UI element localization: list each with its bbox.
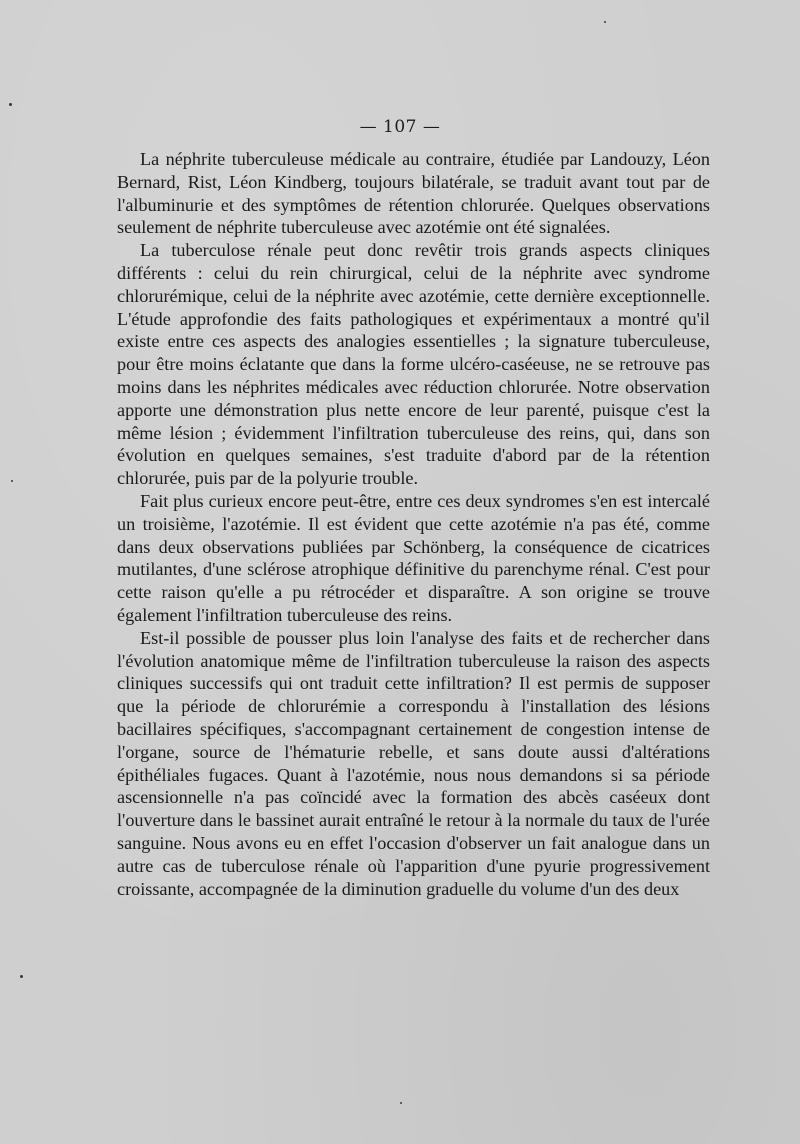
scan-speck <box>400 1102 402 1104</box>
paragraph: Est-il possible de pousser plus loin l'analyse des faits et de rechercher dans l'évolution anatomique même de l'infiltration tuberculeuse la raison des aspects cliniques successifs qui ont traduit cette infiltration? Il est permis de supposer que la période de chlorurémie a correspondu à l'installation des lésions bacillaires spécifiques, s'accompagnant certainement de congestion intense de l'organe, source de l'hématurie rebelle, et sans doute aussi d'altérations épithéliales fugaces. Quant à l'azotémie, nous nous demandons si sa période ascensionnelle n'a pas coïncidé avec la formation des abcès caséeux dont l'ouverture dans le bassinet aurait entraîné le retour à la normale du taux de l'urée sanguine. Nous avons eu en effet l'occasion d'observer un fait analogue dans un autre cas de tuberculose rénale où l'apparition d'une pyurie progressivement croissante, accompagnée de la diminution graduelle du volume d'un des deux <box>117 627 710 899</box>
paragraph: Fait plus curieux encore peut-être, entre ces deux syndromes s'en est intercalé un troisième, l'azotémie. Il est évident que cette azotémie n'a pas été, comme dans deux observations publiées par Schönberg, la conséquence de cicatrices mutilantes, d'une sclérose atrophique définitive du parenchyme rénal. C'est pour cette raison qu'elle a pu rétrocéder et disparaître. A son origine se trouve également l'infiltration tuberculeuse des reins. <box>117 490 710 625</box>
scan-speck <box>20 975 23 978</box>
paragraph: La néphrite tuberculeuse médicale au contraire, étudiée par Landouzy, Léon Bernard, Rist, Léon Kindberg, toujours bilatérale, se traduit avant tout par de l'albuminurie et des symptômes de rétention chlorurée. Quelques observations seulement de néphrite tuberculeuse avec azotémie ont été signalées. <box>117 149 710 238</box>
scan-speck <box>9 103 12 106</box>
scan-speck <box>11 480 13 482</box>
paragraph: La tuberculose rénale peut donc revêtir trois grands aspects cliniques différents : celui du rein chirurgical, celui de la néphrite avec syndrome chlorurémique, celui de la néphrite avec azotémie, cette dernière exceptionnelle. L'étude approfondie des faits pathologiques et expérimentaux a montré qu'il existe entre ces aspects des analogies essentielles ; la signature tuberculeuse, pour être moins éclatante que dans la forme ulcéro-caséeuse, ne se retrouve pas moins dans les néphrites médicales avec réduction chlorurée. Notre observation apporte une démonstration plus nette encore de leur parenté, puisque c'est la même lésion ; évidemment l'infiltration tuberculeuse des reins, qui, dans son évolution en quelques semaines, s'est traduite d'abord par de la rétention chlorurée, puis par de la polyurie trouble. <box>117 240 710 489</box>
page-number: — 107 — <box>359 117 441 137</box>
body-text <box>117 148 710 900</box>
scan-speck <box>604 21 606 23</box>
